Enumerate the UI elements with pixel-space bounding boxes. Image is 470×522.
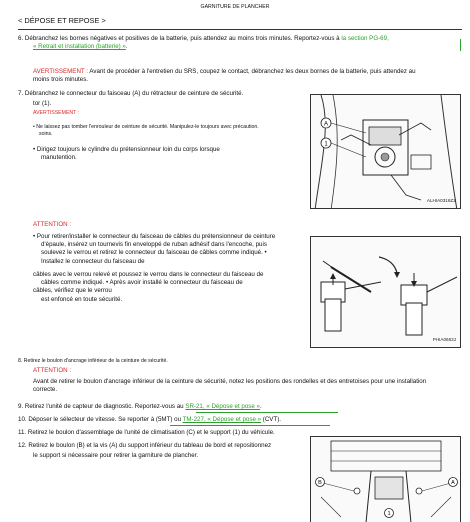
step-10-text-b: (CVT).	[262, 416, 281, 423]
attention-line-5: câbles avec le verrou relevé et poussez le verrou dans le connecteur du faisceau de	[33, 271, 264, 278]
step-7-warning-label: AVERTISSEMENT :	[33, 110, 80, 117]
warning-text: Avant de procéder à l'entretien du SRS, coupez le contact, débranchez les deux bornes de la batterie, puis attendez au	[89, 68, 416, 75]
callout-B: B	[318, 480, 322, 486]
attention-label: ATTENTION :	[33, 221, 72, 228]
link-retrait-batterie[interactable]: « Retrait et installation (batterie) »	[33, 43, 126, 51]
warning-label: AVERTISSEMENT :	[33, 68, 89, 75]
step-6-warning	[33, 68, 458, 84]
connector-illustration	[311, 237, 461, 348]
step-9-dot: .	[259, 403, 262, 410]
step-6	[18, 35, 458, 51]
step-9	[18, 403, 458, 411]
bullet-text: • Ne laissez pas tomber l'enrouleur de ceinture de sécurité. Manipulez-le toujours avec précaution.	[33, 124, 259, 130]
step-12-text-2: le support si nécessaire pour retirer la garniture de plancher.	[33, 452, 199, 460]
callout-1: 1	[324, 141, 328, 148]
step-8-attention-label: ATTENTION :	[33, 367, 72, 374]
figure-id: PHIA0663J	[432, 336, 456, 342]
link-tm-227[interactable]: TM-227, « Dépose et pose »	[182, 416, 262, 423]
figure-console	[310, 436, 461, 522]
console-illustration	[311, 437, 461, 522]
step-6-text: 6. Débranchez les bornes négatives et positives de la batterie, puis attendez au moins trois minutes. Reportez-vous à	[18, 35, 340, 42]
link-sr-21[interactable]: SR-21, « Dépose et pose »	[185, 403, 260, 410]
warning-text-2: moins trois minutes.	[33, 76, 89, 84]
callout-1: 1	[387, 511, 391, 517]
step-10	[18, 416, 458, 424]
step-7-text-2: tor (1).	[33, 100, 52, 108]
margin-mark	[460, 39, 461, 51]
step-7-bullet-2	[33, 146, 303, 162]
step-9-text: 9. Retirez l'unité de capteur de diagnostic. Reportez-vous au	[18, 403, 184, 410]
figure-id: ALHIA0316ZZ	[426, 197, 456, 203]
link-pg-69[interactable]: la section PG-69,	[341, 35, 389, 42]
attention-line-4: Installez le connecteur du faisceau de	[41, 257, 145, 265]
attention-line-2: d'épaule, insérez un tournevis fin enveloppé de ruban adhésif dans l'encoche, puis	[41, 241, 267, 249]
attention-line-1: • Pour retirer/installer le connecteur du faisceau de câbles du prétensionneur de ceinture	[33, 233, 313, 241]
header-divider	[18, 29, 462, 30]
step-11: 11. Retirez le boulon d'assemblage de l'unité de climatisation (C) et le support (1) du véhicule.	[18, 429, 275, 436]
attention-text	[33, 233, 313, 266]
page-top-title: GARNITURE DE PLANCHER	[200, 4, 270, 10]
step-7	[18, 90, 298, 117]
bullet-text: • Dirigez toujours le cylindre du prétensionneur loin du corps lorsque	[33, 146, 220, 153]
callout-A: A	[323, 121, 329, 128]
section-title: < DÉPOSE ET REPOSE >	[18, 16, 106, 25]
step-10-text: 10. Déposer le sélecteur de vitesse. Se reporter à (5MT) ou	[18, 416, 182, 423]
bullet-text-cont: manutention.	[41, 154, 77, 162]
attention-line-7: câbles, vérifiez que le verrou	[33, 287, 112, 295]
attention-line-6: câbles comme indiqué. • Après avoir installé le connecteur du faisceau de	[41, 279, 243, 287]
step-7-text: 7. Débranchez le connecteur du faisceau (A) du rétracteur de ceinture de sécurité.	[18, 90, 244, 97]
step-12	[18, 442, 303, 460]
step-6-dot: .	[125, 43, 128, 51]
step-8: 8. Retirez le boulon d'ancrage inférieur de la ceinture de sécurité.	[18, 358, 168, 364]
figure-retractor	[310, 94, 461, 209]
step-7-bullet-1	[33, 124, 303, 138]
step-10-underline	[170, 425, 330, 426]
callout-A: A	[451, 480, 455, 486]
attention-text-b	[33, 271, 313, 304]
figure-connector	[310, 236, 461, 348]
retractor-illustration	[311, 95, 461, 209]
step-8-attention	[33, 378, 463, 394]
attention-line-8: est enfoncé en toute sécurité.	[41, 295, 123, 303]
attention-line-3: soulevez le verrou et retirez le connecteur du faisceau de câbles comme indiqué. •	[41, 249, 267, 257]
bullet-text-cont: soins.	[39, 130, 53, 137]
step-8-attention-text: Avant de retirer le boulon d'ancrage inférieur de la ceinture de sécurité, notez les positions des rondelles et des entretoises pour une installation	[33, 378, 427, 385]
step-12-text: 12. Retirez le boulon (B) et la vis (A) du support inférieur du tableau de bord et repositionnez	[18, 442, 272, 449]
step-8-attention-text-2: correcte.	[33, 386, 58, 394]
step-9-underline	[196, 412, 338, 413]
